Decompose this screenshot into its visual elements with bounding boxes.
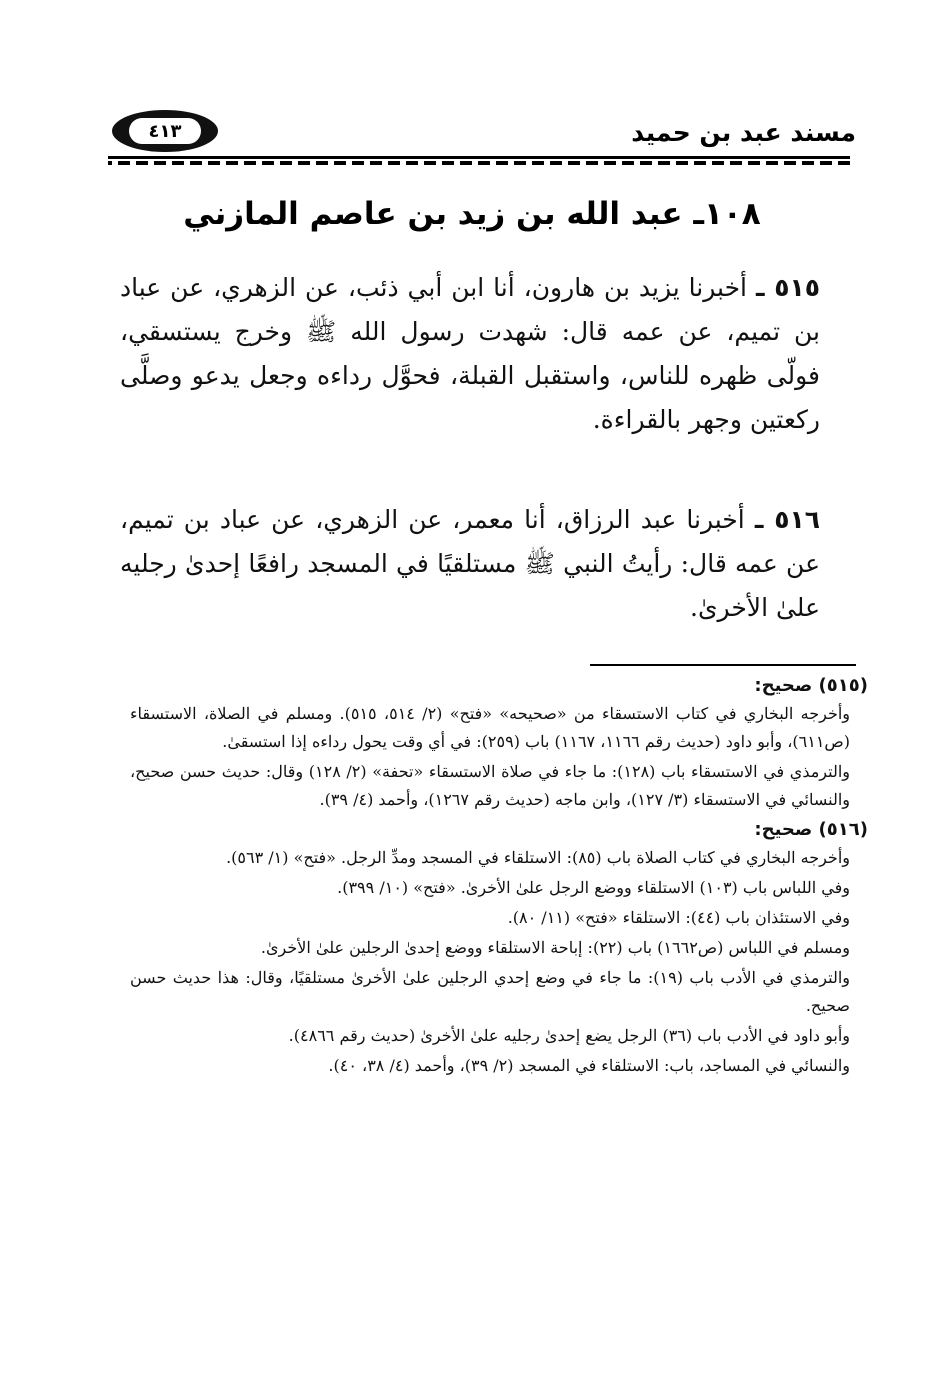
- footnote-line: وأبو داود في الأدب باب (٣٦) الرجل يضع إحدىٰ رجليه علىٰ الأخرىٰ (حديث رقم ٤٨٦٦).: [288, 1026, 850, 1045]
- hadith-516: [120, 498, 820, 630]
- header-rule-dashes: [108, 161, 850, 165]
- header-rule: [108, 156, 850, 166]
- footnote-line: وفي الاستئذان باب (٤٤): الاستلقاء «فتح» (١١/ ٨٠).: [507, 908, 850, 927]
- footnote-line: وفي اللباس باب (١٠٣) الاستلقاء ووضع الرجل علىٰ الأخرىٰ. «فتح» (١٠/ ٣٩٩).: [337, 878, 850, 897]
- footnote-heading: (٥١٥) صحيح:: [754, 675, 868, 696]
- hadith-text: أخبرنا عبد الرزاق، أنا معمر، عن الزهري، عن عباد بن تميم، عن عمه قال: رأيتُ النبي ﷺ مستلقيًا في المسجد رافعًا إحدىٰ رجليه علىٰ الأخرىٰ.: [120, 505, 820, 622]
- hadith-number: ٥١٥ ـ: [755, 273, 821, 302]
- footnote-line: والنسائي في المساجد، باب: الاستلقاء في المسجد (٢/ ٣٩)، وأحمد (٤/ ٣٨، ٤٠).: [328, 1056, 850, 1075]
- header-rule-line: [108, 156, 850, 159]
- hadith-515: [120, 266, 820, 442]
- footnotes: [130, 672, 868, 1082]
- footnote-515: [130, 672, 868, 814]
- footnote-line: والترمذي في الاستسقاء باب (١٢٨): ما جاء في صلاة الاستسقاء «تحفة» (٢/ ١٢٨) وقال: حديث حسن صحيح، والنسائي في الاستسقاء (٣/ ١٢٧)، وابن ماجه (حديث رقم ١٢٦٧)، وأحمد (٤/ ٣٩).: [130, 762, 851, 809]
- page-number-badge: [112, 110, 218, 152]
- footnote-line: والترمذي في الأدب باب (١٩): ما جاء في وضع إحدي الرجلين علىٰ الأخرىٰ مستلقيًا، وقال: هذا حديث حسن صحيح.: [130, 968, 850, 1015]
- footnote-line: وأخرجه البخاري في كتاب الاستسقاء من «صحيحه» «فتح» (٢/ ٥١٤، ٥١٥). ومسلم في الصلاة، الاستسقاء (ص٦١١)، وأبو داود (حديث رقم ١١٦٦، ١١٦٧) باب (٢٥٩): في أي وقت يحول رداءه إذا استسقىٰ.: [130, 704, 851, 751]
- footnote-line: وأخرجه البخاري في كتاب الصلاة باب (٨٥): الاستلقاء في المسجد ومدِّ الرجل. «فتح» (١/ ٥٦٣).: [226, 848, 850, 867]
- footnote-heading: (٥١٦) صحيح:: [754, 819, 868, 840]
- chapter-title: ١٠٨ـ عبد الله بن زيد بن عاصم المازني: [183, 196, 761, 232]
- running-title: مسند عبد بن حميد: [631, 118, 856, 147]
- hadith-text: أخبرنا يزيد بن هارون، أنا ابن أبي ذئب، عن الزهري، عن عباد بن تميم، عن عمه قال: شهدت رسول الله ﷺ وخرج يستسقي، فولّى ظهره للناس، واستقبل القبلة، فحوَّل رداءه وجعل يدعو وصلَّى ركعتين وجهر بالقراءة.: [120, 273, 820, 434]
- footnote-516: [130, 816, 868, 1080]
- footnote-line: ومسلم في اللباس (ص١٦٦٢) باب (٢٢): إباحة الاستلقاء ووضع إحدىٰ الرجلين علىٰ الأخرىٰ.: [260, 938, 850, 957]
- footnote-separator: [590, 664, 856, 666]
- page-number: ٤١٣: [129, 118, 201, 144]
- hadith-number: ٥١٦ ـ: [754, 505, 821, 534]
